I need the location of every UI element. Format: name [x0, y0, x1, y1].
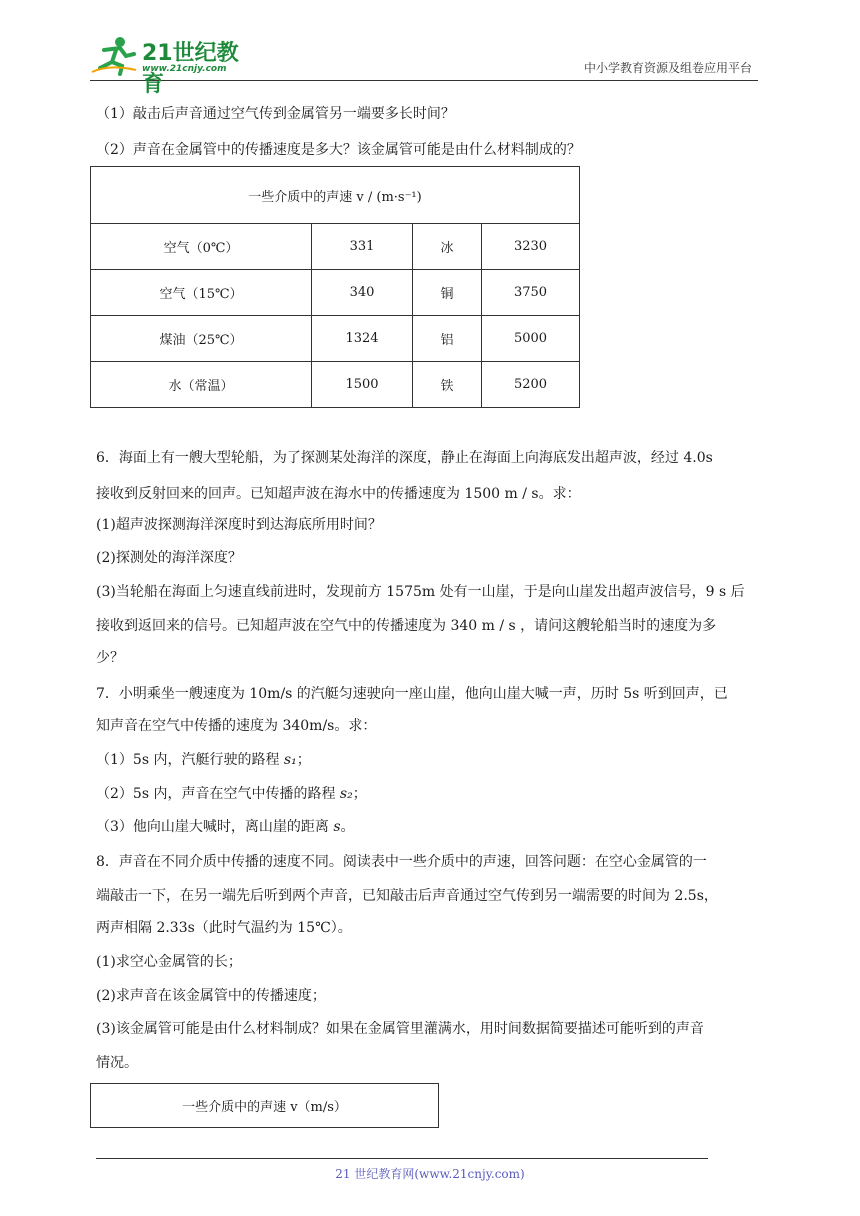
q7-line1: 7．小明乘坐一艘速度为 10m/s 的汽艇匀速驶向一座山崖，他向山崖大喊一声，历时 5s 听到回声，已: [96, 686, 728, 702]
table-cell: 铁: [413, 362, 482, 408]
q5-sub1: （1）敲击后声音通过空气传到金属管另一端要多长时间？: [96, 106, 455, 122]
q7-sub3-var: s: [333, 819, 341, 835]
q6-sub1: (1)超声波探测海洋深度时到达海底所用时间？: [96, 517, 382, 533]
speed-table-1-title: 一些介质中的声速 v / (m·s⁻¹): [91, 167, 580, 224]
table-cell: 3750: [482, 270, 580, 316]
q7-sub2-text: （2）5s 内，声音在空气中传播的路程: [96, 786, 340, 802]
footer-link[interactable]: 21 世纪教育网(www.21cnjy.com): [335, 1167, 525, 1181]
q7-sub2: [96, 784, 367, 804]
table-cell: 1500: [312, 362, 413, 408]
q7-sub1-text: （1）5s 内，汽艇行驶的路程: [96, 752, 284, 768]
q8-sub3-line2: 情况。: [96, 1055, 138, 1071]
q7-sub1-end: ；: [296, 752, 311, 768]
speed-table-2-title: 一些介质中的声速 v（m/s）: [91, 1084, 439, 1128]
q8-sub1: (1)求空心金属管的长；: [96, 954, 242, 970]
table-cell: 331: [312, 224, 413, 270]
q5-sub2: （2）声音在金属管中的传播速度是多大？该金属管可能是由什么材料制成的？: [96, 142, 581, 158]
q7-sub2-end: ；: [352, 786, 367, 802]
table-row: [91, 362, 580, 408]
table-cell: 空气（15℃）: [91, 270, 312, 316]
page-header: [90, 30, 758, 97]
q7-sub3: [96, 817, 355, 837]
table-cell: 冰: [413, 224, 482, 270]
q7-sub1: [96, 750, 311, 770]
q7-sub3-end: 。: [340, 819, 355, 835]
q8-line2: 端敲击一下，在另一端先后听到两个声音，已知敲击后声音通过空气传到另一端需要的时间为 2.5s，: [96, 888, 718, 904]
footer-divider: [96, 1158, 708, 1159]
q6-line1: 6．海面上有一艘大型轮船，为了探测某处海洋的深度，静止在海面上向海底发出超声波，经过 4.0s: [96, 450, 713, 466]
table-cell: 铜: [413, 270, 482, 316]
q6-sub2: (2)探测处的海洋深度？: [96, 550, 242, 566]
table-cell: 5000: [482, 316, 580, 362]
speed-table-2: [90, 1083, 439, 1128]
q8-line3: 两声相隔 2.33s（此时气温约为 15℃）。: [96, 920, 352, 936]
table-row: [91, 224, 580, 270]
site-logo: [90, 34, 260, 97]
q7-sub1-var: s₁: [283, 752, 297, 768]
runner-logo-icon: [90, 34, 140, 76]
q8-line1: 8．声音在不同介质中传播的速度不同。阅读表中一些介质中的声速，回答问题：在空心金属管的一: [96, 854, 707, 870]
q6-sub3-line1: (3)当轮船在海面上匀速直线前进时，发现前方 1575m 处有一山崖，于是向山崖发出超声波信号，9 s 后: [96, 584, 745, 600]
q7-sub3-text: （3）他向山崖大喊时，离山崖的距离: [96, 819, 334, 835]
q8-sub2: (2)求声音在该金属管中的传播速度；: [96, 988, 326, 1004]
table-cell: 空气（0℃）: [91, 224, 312, 270]
table-cell: 340: [312, 270, 413, 316]
q6-sub3-line3: 少？: [96, 650, 124, 666]
speed-table-1: [90, 166, 580, 408]
logo-url: www.21cnjy.com: [142, 64, 227, 74]
table-cell: 铝: [413, 316, 482, 362]
table-row: [91, 316, 580, 362]
q7-sub2-var: s₂: [339, 786, 353, 802]
logo-text: 21世纪教育: [142, 41, 239, 97]
table-cell: 1324: [312, 316, 413, 362]
q6-line2: 接收到反射回来的回声。已知超声波在海水中的传播速度为 1500 m / s。求：: [96, 486, 581, 502]
table-cell: 5200: [482, 362, 580, 408]
table-row: [91, 270, 580, 316]
q6-sub3-line2: 接收到返回来的信号。已知超声波在空气中的传播速度为 340 m / s ，请问这艘轮船当时的速度为多: [96, 618, 717, 634]
table-cell: 水（常温）: [91, 362, 312, 408]
platform-name: 中小学教育资源及组卷应用平台: [583, 61, 752, 75]
q8-sub3-line1: (3)该金属管可能是由什么材料制成？如果在金属管里灌满水，用时间数据简要描述可能听到的声音: [96, 1021, 704, 1037]
table-cell: 煤油（25℃）: [91, 316, 312, 362]
table-cell: 3230: [482, 224, 580, 270]
q7-line2: 知声音在空气中传播的速度为 340m/s。求：: [96, 718, 377, 734]
